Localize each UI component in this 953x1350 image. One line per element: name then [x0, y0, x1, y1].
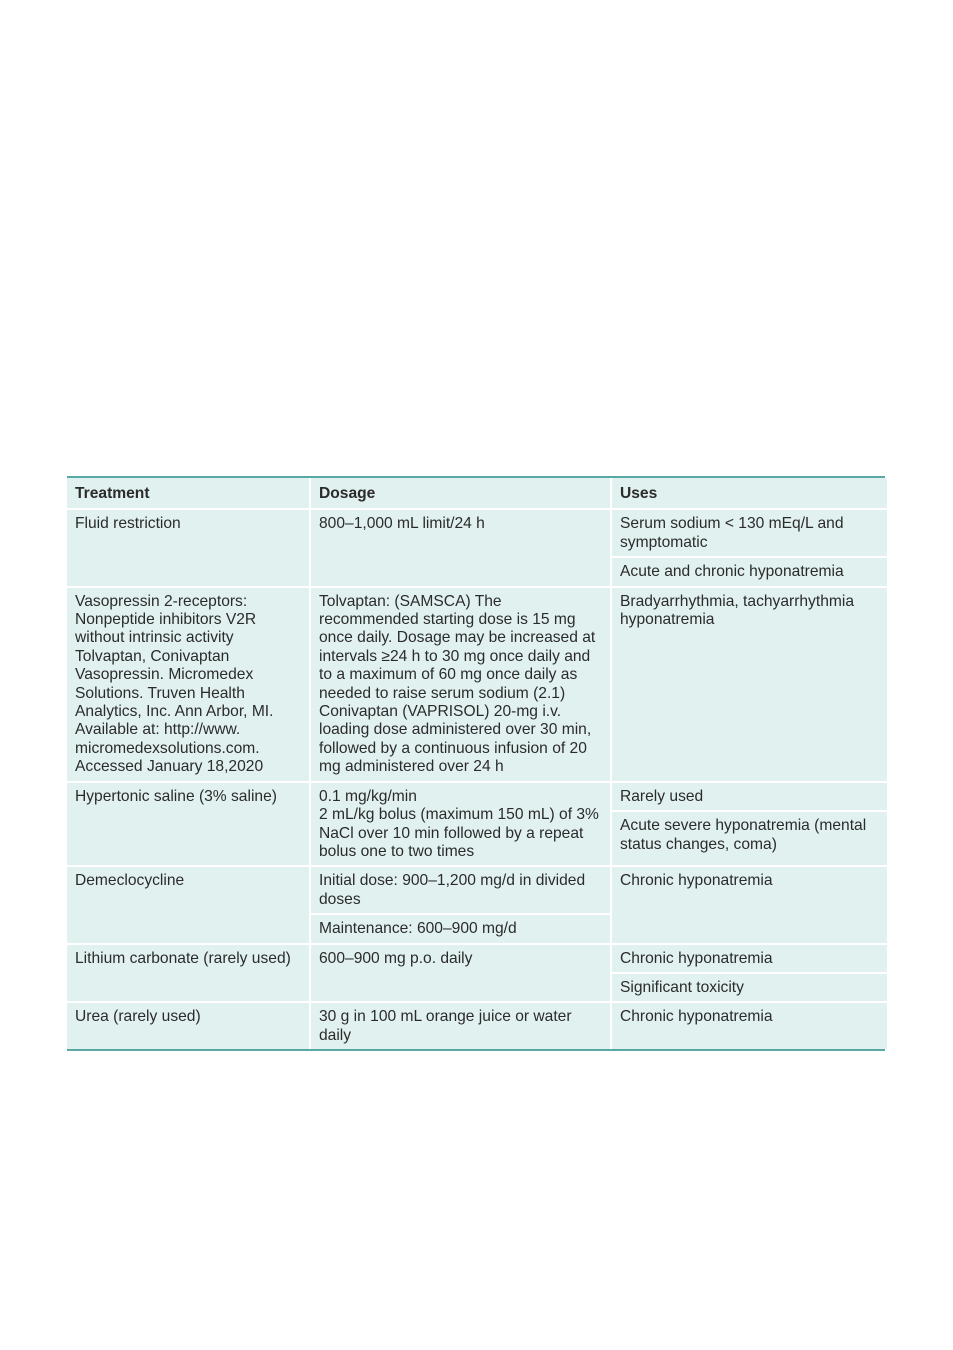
uses-cell: Acute severe hyponatremia (mental status changes, coma): [612, 812, 887, 865]
header-dosage: Dosage: [311, 478, 610, 508]
header-treatment: Treatment: [67, 478, 309, 508]
dosage-cell: 0.1 mg/kg/min 2 mL/kg bolus (maximum 150 mL) of 3% NaCl over 10 min followed by a repeat bolus one to two times: [311, 783, 610, 866]
uses-cell: Chronic hyponatremia: [612, 945, 887, 972]
uses-cell: Significant toxicity: [612, 974, 887, 1001]
treatment-cell: Demeclocycline: [67, 867, 309, 942]
dosage-cell: 600–900 mg p.o. daily: [311, 945, 610, 1002]
uses-cell: Chronic hyponatremia: [612, 867, 887, 942]
uses-cell-group: [612, 783, 887, 866]
uses-cell: Acute and chronic hyponatremia: [612, 558, 887, 585]
uses-cell-group: [612, 510, 887, 585]
uses-cell: Chronic hyponatremia: [612, 1003, 887, 1049]
dosage-cell: Maintenance: 600–900 mg/d: [311, 915, 610, 942]
dosage-cell: Initial dose: 900–1,200 mg/d in divided doses: [311, 867, 610, 913]
header-uses: Uses: [612, 478, 887, 508]
treatment-cell: Hypertonic saline (3% saline): [67, 783, 309, 866]
treatment-cell: Fluid restriction: [67, 510, 309, 585]
dosage-cell: Tolvaptan: (SAMSCA) The recommended starting dose is 15 mg once daily. Dosage may be increased at intervals ≥24 h to 30 mg once daily and to a maximum of 60 mg once daily as needed to raise serum sodium (2.1) Conivaptan (VAPRISOL) 20-mg i.v. loading dose administered over 30 min, followed by a continuous infusion of 20 mg administered over 24 h: [311, 588, 610, 781]
treatment-cell: Vasopressin 2-receptors: Nonpeptide inhibitors V2R without intrinsic activity Tolvaptan, Conivaptan Vasopressin. Micromedex Solutions. Truven Health Analytics, Inc. Ann Arbor, MI. Available at: http://www. micromedexsolutions.com. Accessed January 18,2020: [67, 588, 309, 781]
dosage-cell: 800–1,000 mL limit/24 h: [311, 510, 610, 585]
uses-cell: Serum sodium < 130 mEq/L and symptomatic: [612, 510, 887, 556]
dosage-cell-group: [311, 867, 610, 942]
treatment-cell: Lithium carbonate (rarely used): [67, 945, 309, 1002]
treatment-table: [67, 476, 885, 1051]
uses-cell: Bradyarrhythmia, tachyarrhythmia hyponatremia: [612, 588, 887, 781]
treatment-cell: Urea (rarely used): [67, 1003, 309, 1049]
uses-cell: Rarely used: [612, 783, 887, 810]
uses-cell-group: [612, 945, 887, 1002]
dosage-cell: 30 g in 100 mL orange juice or water daily: [311, 1003, 610, 1049]
